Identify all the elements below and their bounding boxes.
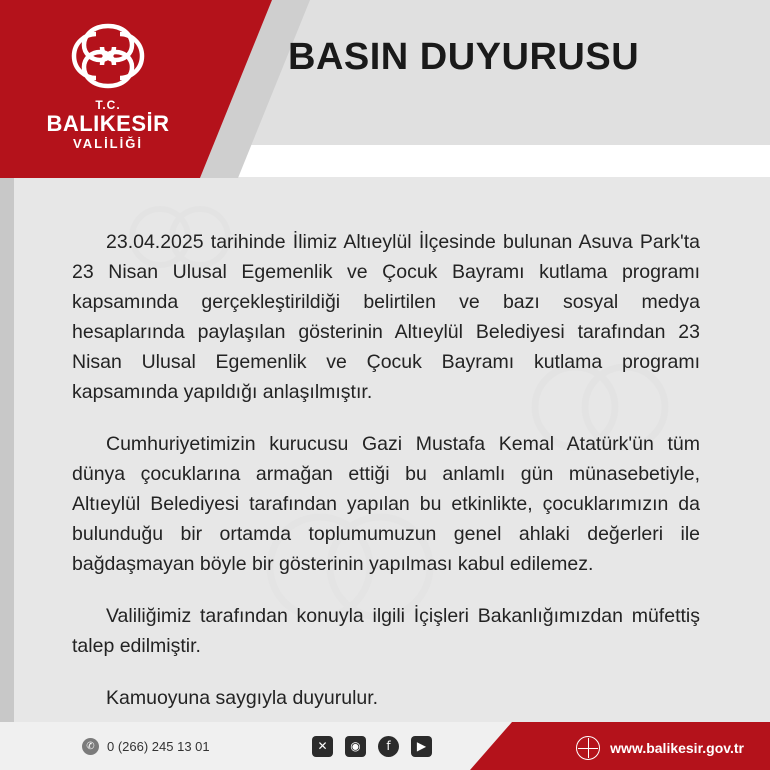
paragraph: 23.04.2025 tarihinde İlimiz Altıeylül İlçesinde bulunan Asuva Park'ta 23 Nisan Ulusal Egemenlik ve Çocuk Bayramı kutlama programı kapsamında gerçekleştirildiği belirtilen ve bazı sosyal medya hesaplarında paylaşılan gösterinin Altıeylül Belediyesi tarafından 23 Nisan Ulusal Egemenlik ve Çocuk Bayramı kutlama programı kapsamında yapıldığı anlaşılmıştır. [72, 231, 700, 403]
facebook-icon[interactable]: f [378, 736, 399, 757]
logo-tc-text: T.C. [95, 98, 121, 112]
x-twitter-icon[interactable]: ✕ [312, 736, 333, 757]
youtube-icon[interactable]: ▶ [411, 736, 432, 757]
instagram-icon[interactable]: ◉ [345, 736, 366, 757]
paragraph: Kamuoyuna saygıyla duyurulur. [106, 687, 379, 709]
paragraph: Cumhuriyetimizin kurucusu Gazi Mustafa Kemal Atatürk'ün tüm dünya çocuklarına armağan ettiği bu anlamlı gün münasebetiyle, Altıeylül Belediyesi tarafından yapılan bu etkinlikte, çocuklarımızın da bulunduğu bir ortamda toplumumuzun genel ahlaki değerleri ile bağdaşmayan böyle bir gösterinin yapılması kabul edilemez. [72, 433, 700, 575]
phone-number: 0 (266) 245 13 01 [107, 739, 210, 754]
footer-phone [82, 738, 210, 755]
logo-subtitle-text: VALİLİĞİ [73, 136, 143, 151]
paragraph: Valiliğimiz tarafından konuyla ilgili İçişleri Bakanlığımızdan müfettiş talep edilmiştir. [72, 605, 700, 657]
celtic-knot-emblem-icon [62, 18, 154, 94]
document-body [0, 177, 770, 722]
logo-city-text: BALIKESİR [46, 111, 170, 136]
social-links[interactable] [312, 736, 432, 757]
announcement-text [72, 227, 700, 713]
page-title: BASIN DUYURUSU [288, 36, 640, 78]
globe-icon [576, 736, 600, 760]
website-link[interactable] [576, 736, 744, 760]
website-url[interactable]: www.balikesir.gov.tr [610, 740, 744, 756]
phone-icon: ✆ [82, 738, 99, 755]
balikesir-governorship-logo [28, 18, 188, 152]
left-accent-bar [0, 177, 14, 722]
